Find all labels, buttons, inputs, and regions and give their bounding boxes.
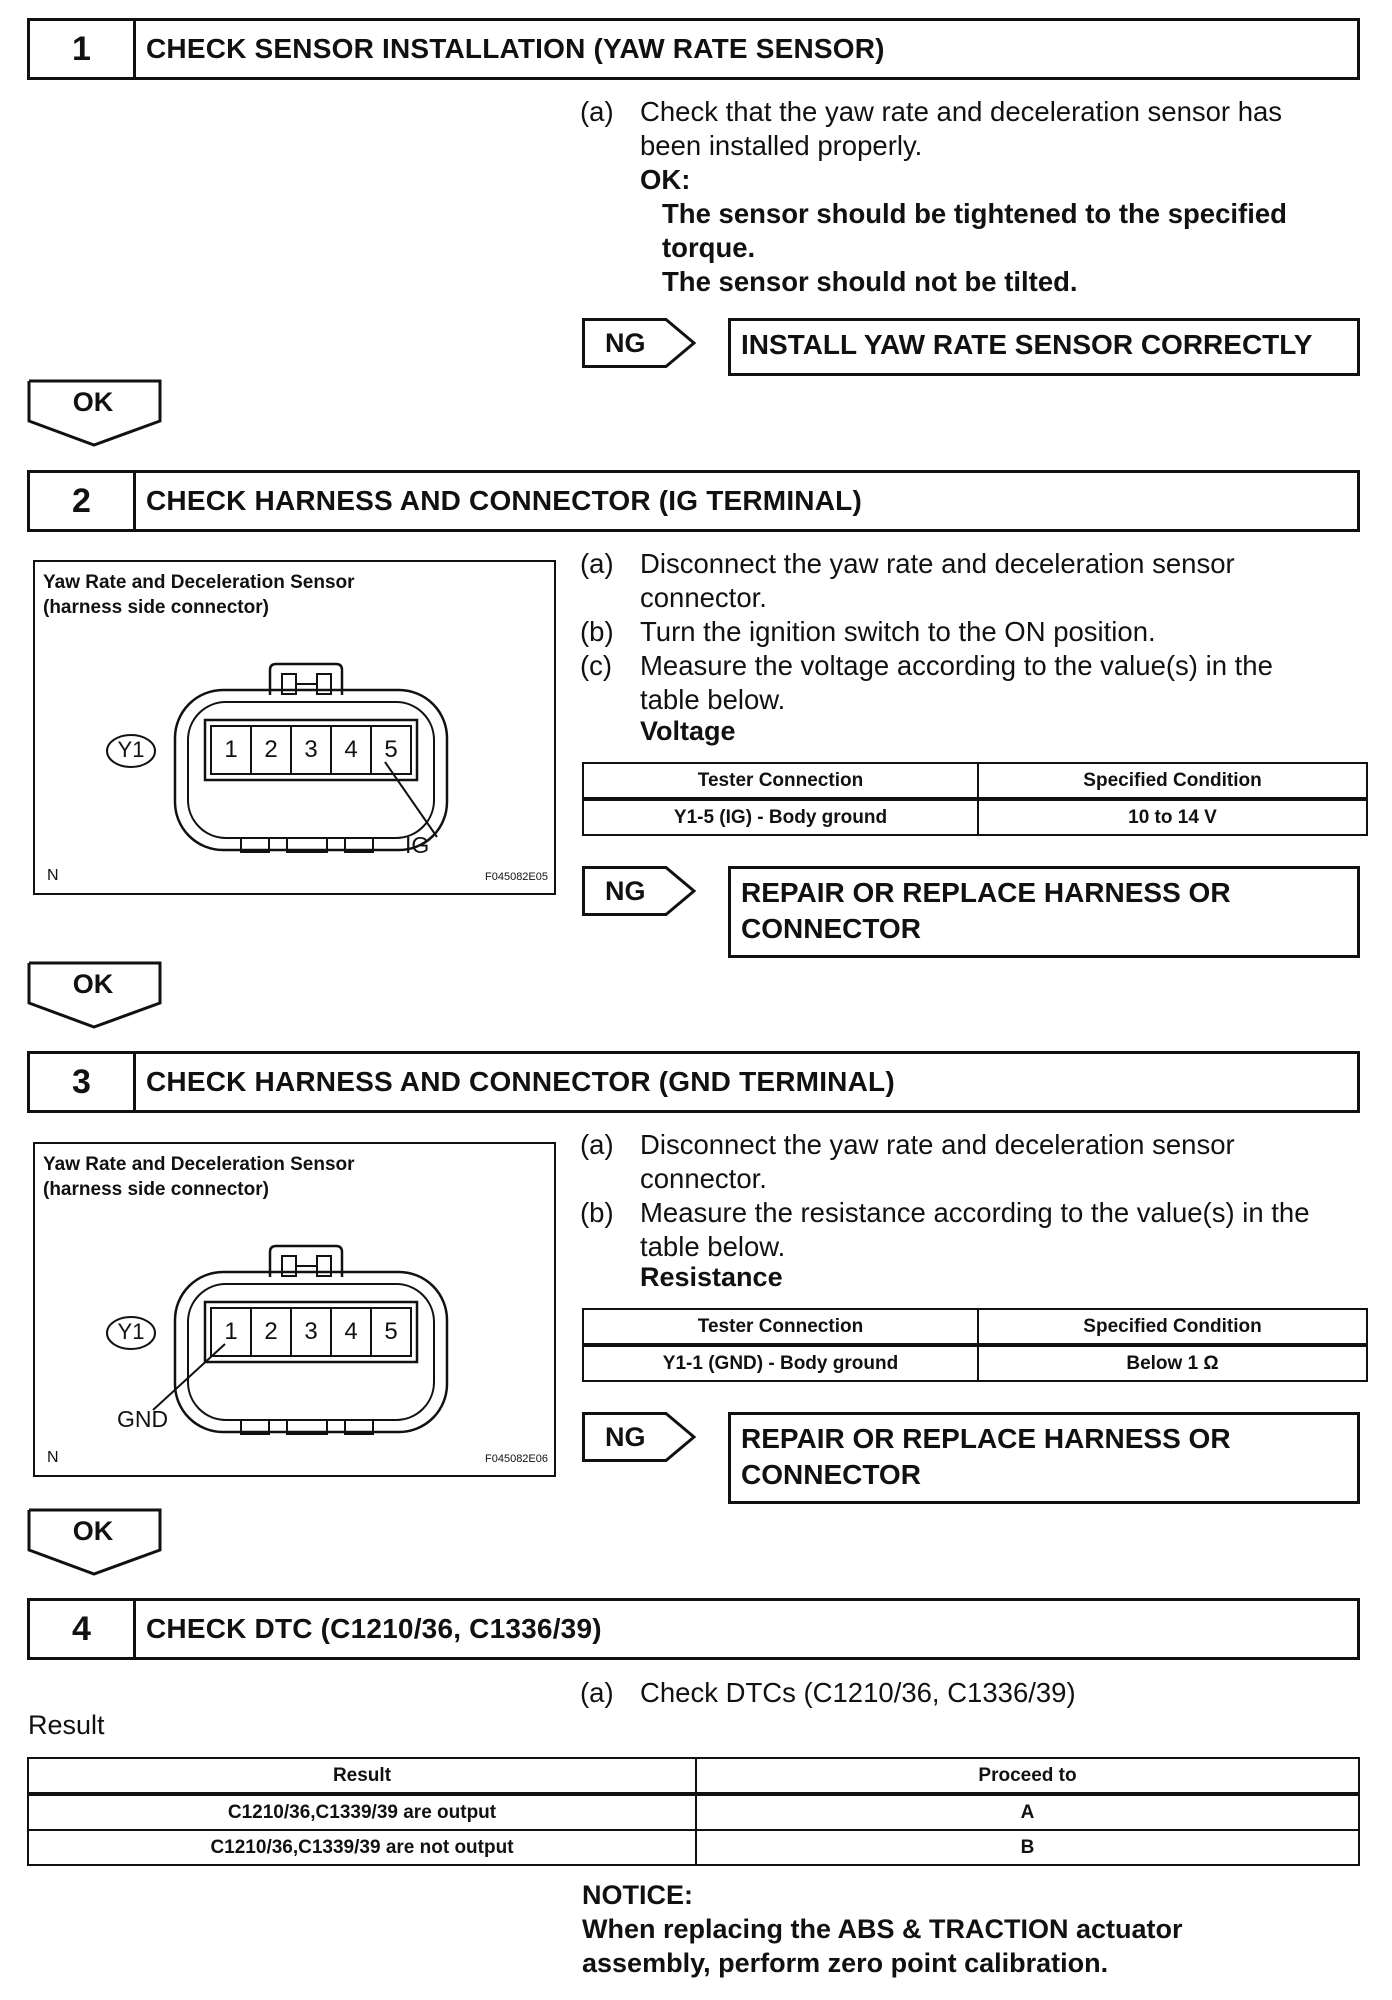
step-2-instructions: [580, 547, 1370, 717]
step-4-instructions: [580, 1676, 1370, 1710]
table-cell: 10 to 14 V: [978, 799, 1367, 835]
instruction-letter: (a): [580, 1129, 614, 1160]
pin-4: 4: [344, 1318, 358, 1345]
table-row: [28, 1794, 1359, 1830]
column-header: Tester Connection: [583, 1309, 978, 1345]
step-2-header: [27, 470, 1360, 532]
instruction-letter: (a): [580, 96, 614, 127]
figure-corner-mark: N: [47, 867, 59, 884]
ng-label: NG: [582, 318, 660, 368]
connector-label-y1: Y1: [117, 1319, 145, 1344]
instruction-text: Check that the yaw rate and deceleration sensor has been installed properly.: [640, 96, 1283, 161]
step-1-header: [27, 18, 1360, 80]
table-header-row: [583, 763, 1367, 799]
callout-gnd: GND: [117, 1406, 169, 1432]
pin-5: 5: [384, 1318, 398, 1345]
pin-3: 3: [304, 736, 318, 763]
ok-label: OK: [72, 1516, 114, 1546]
resistance-spec-table: [582, 1308, 1368, 1382]
pin-1: 1: [224, 736, 238, 763]
figure-code: F045082E06: [485, 1453, 548, 1465]
ok-arrow-2: [27, 961, 162, 1034]
table-header-row: [28, 1758, 1359, 1794]
pin-2: 2: [264, 1318, 278, 1345]
step-number: 2: [30, 473, 136, 529]
notice-line: assembly, perform zero point calibration.: [582, 1948, 1109, 1978]
instruction-letter: (a): [580, 1677, 614, 1708]
step-4-header: [27, 1598, 1360, 1660]
column-header: Result: [28, 1758, 696, 1794]
pin-4: 4: [344, 736, 358, 763]
instruction-item: (a) Disconnect the yaw rate and deceleration sensor connector.: [580, 1129, 1235, 1194]
instruction-item: (b) Turn the ignition switch to the ON position.: [580, 616, 1156, 647]
instruction-letter: (c): [580, 650, 613, 681]
table-cell: Below 1 Ω: [978, 1345, 1367, 1381]
step-3-instructions: [580, 1128, 1370, 1264]
table-row: [28, 1830, 1359, 1865]
column-header: Specified Condition: [978, 763, 1367, 799]
ok-label: OK: [72, 387, 114, 417]
instruction-letter: (b): [580, 616, 614, 647]
table-cell: Y1-5 (IG) - Body ground: [583, 799, 978, 835]
ng-arrow-icon: [656, 1412, 696, 1462]
pin-3: 3: [304, 1318, 318, 1345]
ok-criteria: OK: The sensor should be tightened to the specified torque. The sensor should not be tilted.: [640, 164, 1287, 297]
notice-heading: NOTICE:: [582, 1880, 693, 1910]
figure-title: Yaw Rate and Deceleration Sensor (harness side connector): [43, 572, 355, 618]
ng-action-box: REPAIR OR REPLACE HARNESS OR CONNECTOR: [728, 1412, 1360, 1504]
step-title: CHECK HARNESS AND CONNECTOR (IG TERMINAL): [146, 485, 862, 516]
connector-diagram: [35, 1144, 558, 1479]
ng-action-box: REPAIR OR REPLACE HARNESS OR CONNECTOR: [728, 866, 1360, 958]
step-title: CHECK SENSOR INSTALLATION (YAW RATE SENSOR): [146, 33, 885, 64]
ng-action-box: INSTALL YAW RATE SENSOR CORRECTLY: [728, 318, 1360, 376]
ok-arrow-3: [27, 1508, 162, 1581]
pin-1: 1: [224, 1318, 238, 1345]
figure-corner-mark: N: [47, 1449, 59, 1466]
pin-5: 5: [384, 736, 398, 763]
step-title: CHECK HARNESS AND CONNECTOR (GND TERMINAL): [146, 1066, 895, 1097]
instruction-letter: (b): [580, 1197, 614, 1228]
table-row: [583, 799, 1367, 835]
step-number: 4: [30, 1601, 136, 1657]
instruction-item: [580, 95, 1370, 163]
figure-code: F045082E05: [485, 871, 548, 883]
table-cell: B: [696, 1830, 1359, 1865]
table-cell: C1210/36,C1339/39 are output: [28, 1794, 696, 1830]
column-header: Proceed to: [696, 1758, 1359, 1794]
connector-figure-ig: [33, 560, 556, 895]
figure-title: Yaw Rate and Deceleration Sensor (harness side connector): [43, 1154, 355, 1200]
ng-arrow-icon: [656, 318, 696, 368]
table-title-resistance: Resistance: [640, 1262, 783, 1292]
callout-ig: IG: [405, 832, 430, 858]
ok-label: OK: [72, 969, 114, 999]
instruction-item: (a) Check DTCs (C1210/36, C1336/39): [580, 1677, 1076, 1708]
step-3-header: [27, 1051, 1360, 1113]
pin-2: 2: [264, 736, 278, 763]
table-cell: Y1-1 (GND) - Body ground: [583, 1345, 978, 1381]
table-header-row: [583, 1309, 1367, 1345]
notice-line: When replacing the ABS & TRACTION actuator: [582, 1914, 1183, 1944]
table-title-voltage: Voltage: [640, 716, 736, 746]
result-table: [27, 1757, 1360, 1866]
connector-diagram: [35, 562, 558, 897]
table-cell: C1210/36,C1339/39 are not output: [28, 1830, 696, 1865]
instruction-item: (a) Disconnect the yaw rate and deceleration sensor connector.: [580, 548, 1235, 613]
step-1-instructions: [580, 95, 1370, 299]
ok-arrow-1: [27, 379, 162, 452]
column-header: Tester Connection: [583, 763, 978, 799]
column-header: Specified Condition: [978, 1309, 1367, 1345]
step-number: 3: [30, 1054, 136, 1110]
step-number: 1: [30, 21, 136, 77]
result-label: Result: [28, 1710, 105, 1740]
step-title: CHECK DTC (C1210/36, C1336/39): [146, 1613, 602, 1644]
instruction-letter: (a): [580, 548, 614, 579]
voltage-spec-table: [582, 762, 1368, 836]
instruction-item: (c) Measure the voltage according to the value(s) in the table below.: [580, 650, 1273, 715]
ng-label: NG: [582, 1412, 660, 1462]
table-cell: A: [696, 1794, 1359, 1830]
instruction-item: (b) Measure the resistance according to the value(s) in the table below.: [580, 1197, 1310, 1262]
ng-arrow-icon: [656, 866, 696, 916]
ng-label: NG: [582, 866, 660, 916]
table-row: [583, 1345, 1367, 1381]
connector-label-y1: Y1: [117, 737, 145, 762]
connector-figure-gnd: [33, 1142, 556, 1477]
notice-block: [582, 1878, 1183, 1980]
